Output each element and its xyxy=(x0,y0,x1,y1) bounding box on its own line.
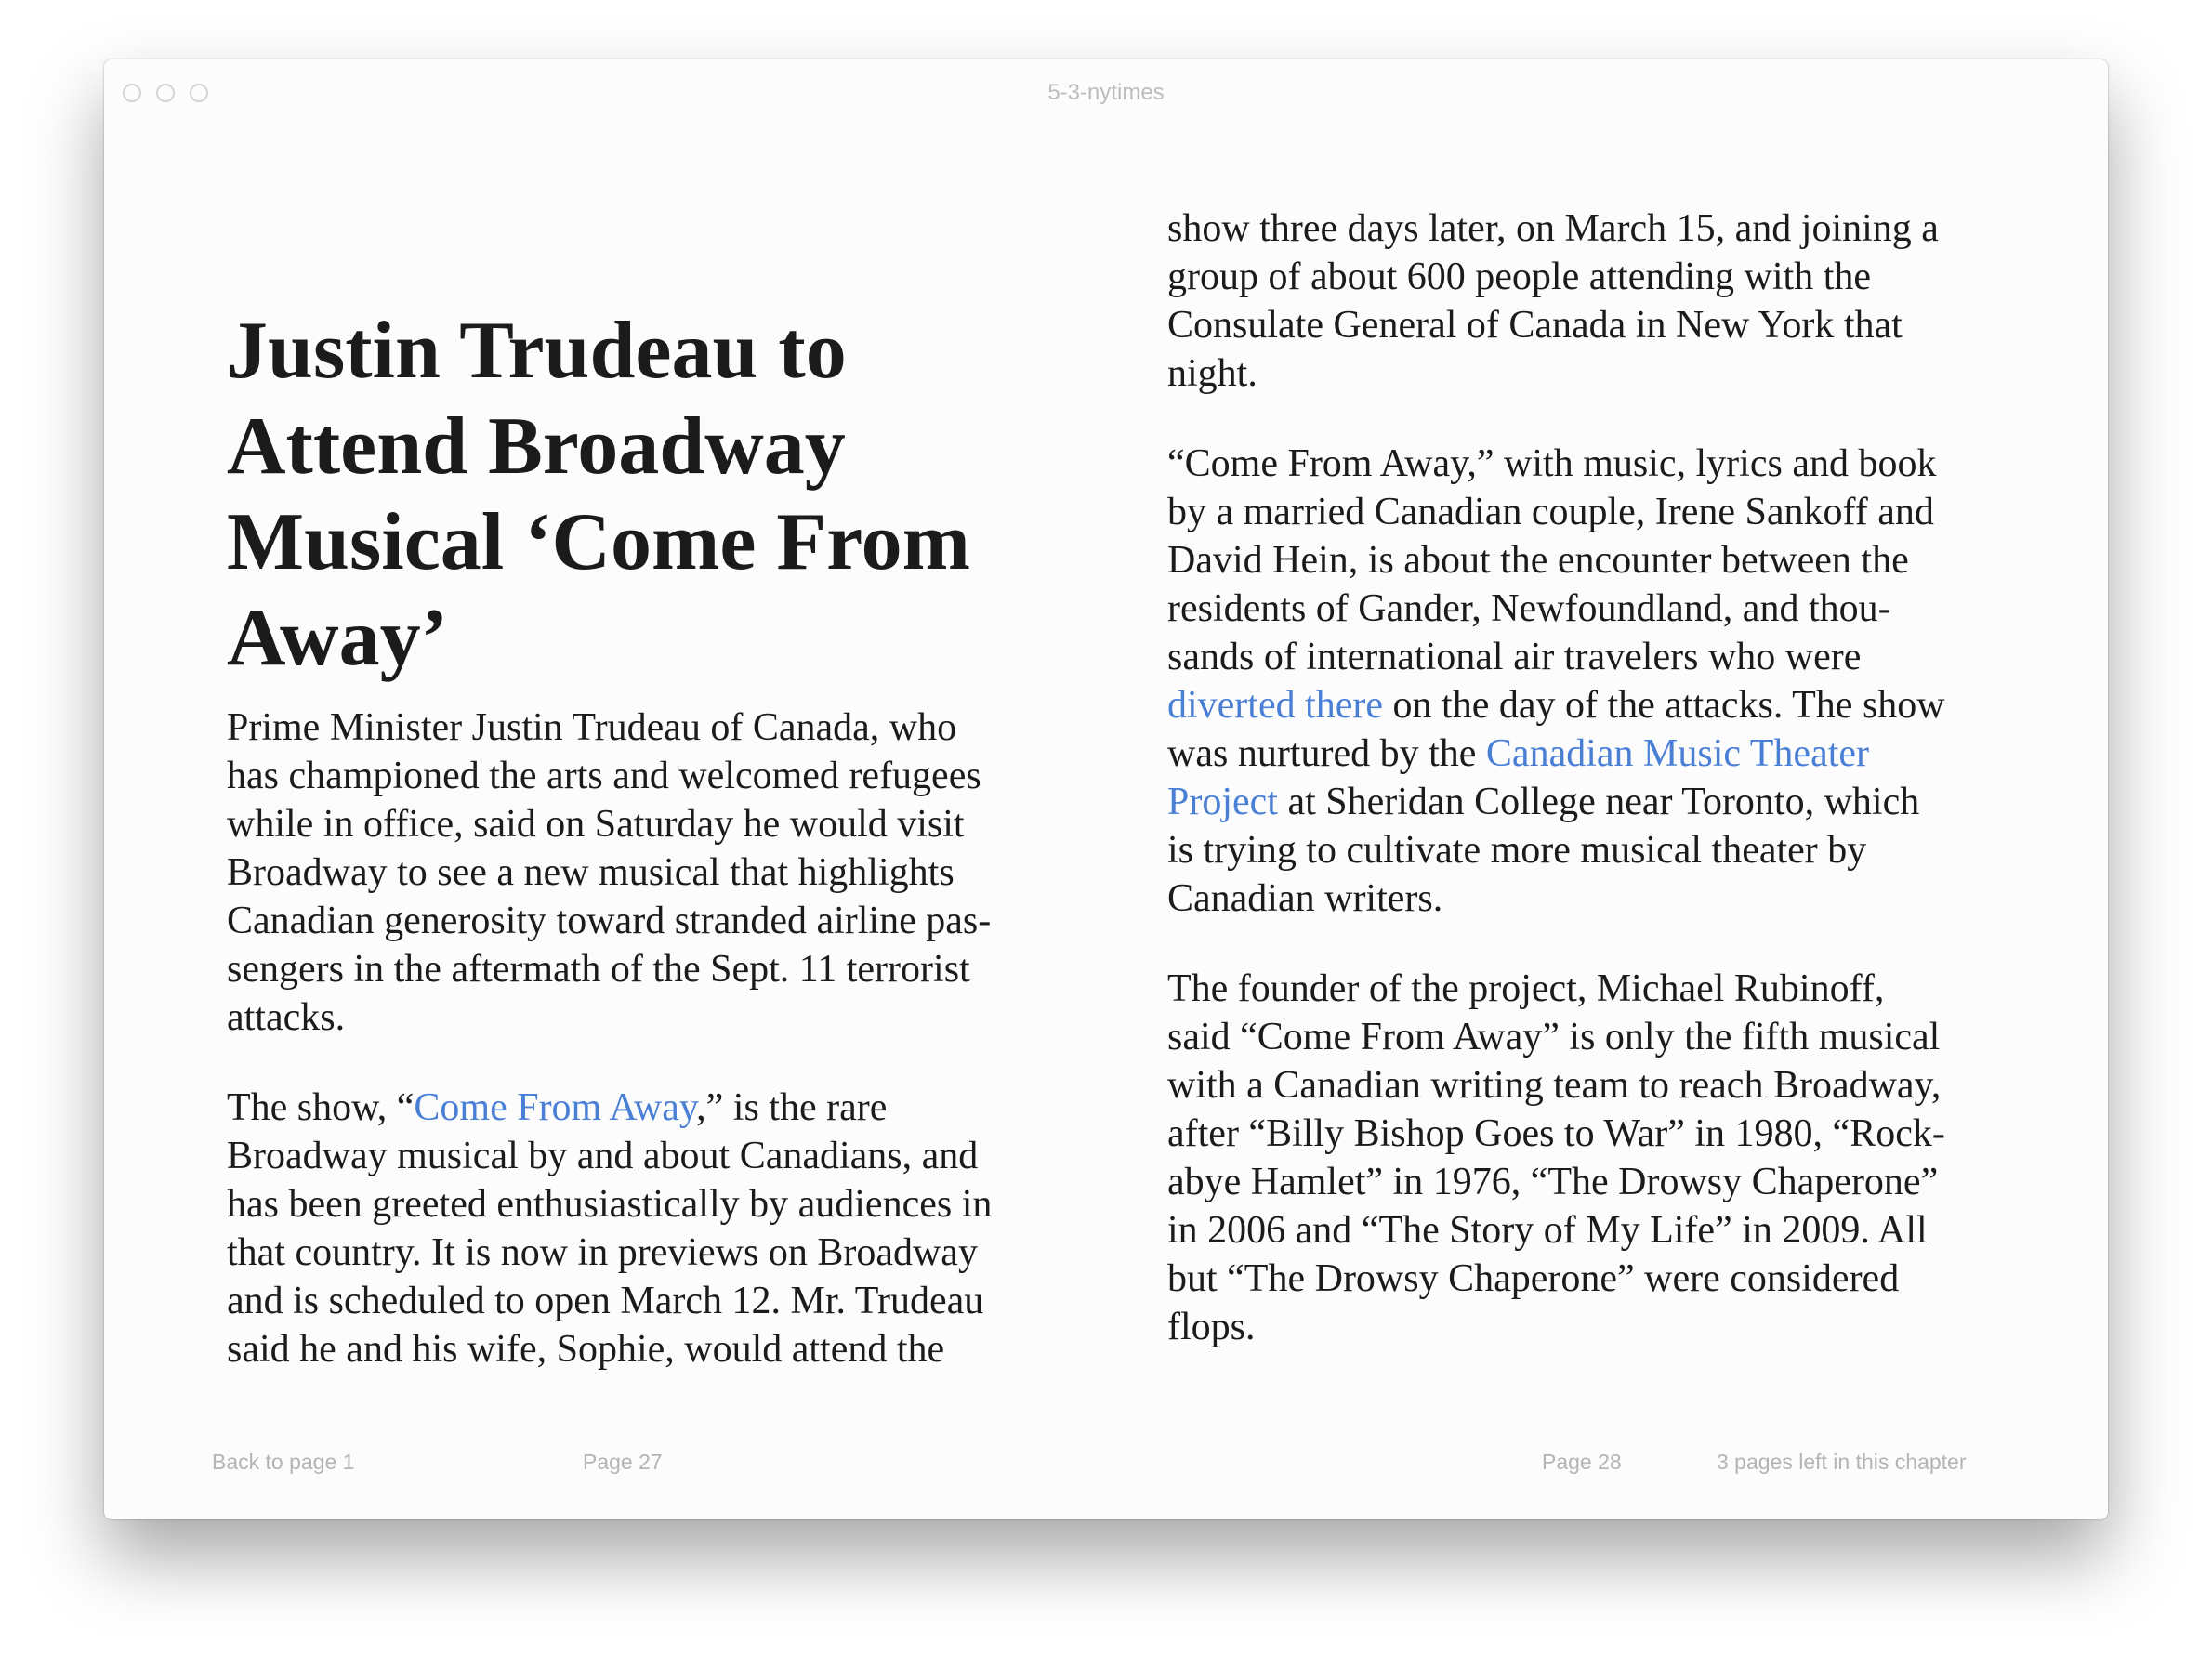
text-line xyxy=(227,1229,992,1277)
text-line xyxy=(227,993,992,1042)
text-segment: show three days later, on March 15, and joining a xyxy=(1167,207,1939,250)
text-line xyxy=(227,1277,992,1325)
paragraph xyxy=(1167,965,1945,1351)
reader-window xyxy=(104,59,2108,1519)
text-segment: said he and his wife, Sophie, would attend the xyxy=(227,1328,945,1371)
text-segment: ,” is the rare xyxy=(696,1086,888,1129)
title-line: Musical ‘Come From xyxy=(227,497,970,587)
article-link[interactable]: Come From Away xyxy=(414,1086,697,1129)
article-link[interactable]: diverted there xyxy=(1167,684,1384,727)
text-segment: after “Billy Bishop Goes to War” in 1980, “Rock- xyxy=(1167,1112,1945,1155)
text-line xyxy=(1167,1061,1945,1110)
text-line xyxy=(1167,778,1945,826)
title-line: Attend Broadway xyxy=(227,401,846,492)
left-page-column xyxy=(227,703,992,1415)
title-line: Justin Trudeau to xyxy=(227,306,847,396)
text-line xyxy=(227,752,992,800)
text-segment: sands of international air travelers who were xyxy=(1167,636,1862,678)
text-line xyxy=(227,945,992,993)
article-title xyxy=(227,303,970,686)
left-page-number: Page 27 xyxy=(583,1450,663,1474)
text-segment: Canadian generosity toward stranded airline pas- xyxy=(227,900,992,942)
text-segment: but “The Drowsy Chaperone” were considered xyxy=(1167,1257,1900,1300)
article-link[interactable]: Canadian Music Theater xyxy=(1485,732,1870,775)
text-segment: sengers in the aftermath of the Sept. 11 terrorist xyxy=(227,948,970,991)
right-page-number: Page 28 xyxy=(1542,1450,1622,1474)
text-segment: Canadian writers. xyxy=(1167,877,1443,920)
text-line xyxy=(227,848,992,897)
text-line xyxy=(1167,965,1945,1013)
text-line xyxy=(1167,1110,1945,1158)
text-line xyxy=(227,1180,992,1229)
right-page-column xyxy=(1167,204,1945,1393)
paragraph xyxy=(227,703,992,1042)
text-segment: flops. xyxy=(1167,1306,1256,1348)
paragraph xyxy=(227,1084,992,1373)
text-segment: night. xyxy=(1167,352,1257,395)
text-line xyxy=(1167,349,1945,398)
text-line xyxy=(227,1325,992,1373)
text-line xyxy=(1167,488,1945,536)
paragraph xyxy=(1167,204,1945,398)
article-link[interactable]: Project xyxy=(1167,781,1278,823)
text-line xyxy=(1167,1158,1945,1206)
text-line xyxy=(227,897,992,945)
text-segment: and is scheduled to open March 12. Mr. Trudeau xyxy=(227,1280,984,1322)
text-segment: attacks. xyxy=(227,996,346,1039)
text-line xyxy=(1167,1255,1945,1303)
text-segment: while in office, said on Saturday he would visit xyxy=(227,803,965,846)
text-line xyxy=(1167,633,1945,681)
text-segment: abye Hamlet” in 1976, “The Drowsy Chaperone” xyxy=(1167,1161,1939,1203)
text-line xyxy=(1167,1206,1945,1255)
text-line xyxy=(1167,204,1945,253)
text-segment: with a Canadian writing team to reach Broadway, xyxy=(1167,1064,1942,1107)
text-line xyxy=(1167,1303,1945,1351)
text-segment: by a married Canadian couple, Irene Sankoff and xyxy=(1167,491,1934,533)
text-segment: is trying to cultivate more musical theater by xyxy=(1167,829,1867,872)
text-line xyxy=(1167,729,1945,778)
text-segment: on the day of the attacks. The show xyxy=(1383,684,1945,727)
text-line xyxy=(1167,681,1945,729)
text-segment: The founder of the project, Michael Rubinoff, xyxy=(1167,967,1885,1010)
text-segment: residents of Gander, Newfoundland, and thou- xyxy=(1167,587,1891,630)
text-line xyxy=(227,800,992,848)
text-segment: Consulate General of Canada in New York that xyxy=(1167,304,1903,347)
text-line xyxy=(227,1132,992,1180)
text-segment: Broadway musical by and about Canadians, and xyxy=(227,1135,979,1177)
text-segment: was nurtured by the xyxy=(1167,732,1486,775)
text-line xyxy=(1167,253,1945,301)
text-line xyxy=(227,1084,992,1132)
text-segment: that country. It is now in previews on Broadway xyxy=(227,1231,978,1274)
pages-left-indicator: 3 pages left in this chapter xyxy=(1717,1450,1967,1474)
back-to-page-link[interactable]: Back to page 1 xyxy=(212,1450,355,1474)
text-line xyxy=(227,703,992,752)
text-segment: at Sheridan College near Toronto, which xyxy=(1277,781,1920,823)
text-segment: David Hein, is about the encounter between the xyxy=(1167,539,1909,582)
text-line xyxy=(1167,585,1945,633)
window-title: 5-3-nytimes xyxy=(1047,80,1165,105)
text-segment: in 2006 and “The Story of My Life” in 2009. All xyxy=(1167,1209,1928,1252)
paragraph xyxy=(1167,440,1945,923)
text-line xyxy=(1167,826,1945,874)
text-segment: has championed the arts and welcomed refugees xyxy=(227,755,981,797)
title-line: Away’ xyxy=(227,593,448,683)
text-segment: group of about 600 people attending with the xyxy=(1167,256,1872,298)
text-line xyxy=(1167,301,1945,349)
text-segment: Prime Minister Justin Trudeau of Canada, who xyxy=(227,706,957,749)
text-segment: said “Come From Away” is only the fifth musical xyxy=(1167,1016,1941,1058)
text-segment: “Come From Away,” with music, lyrics and book xyxy=(1167,442,1937,485)
text-line xyxy=(1167,1013,1945,1061)
text-line xyxy=(1167,536,1945,585)
text-segment: The show, “ xyxy=(227,1086,415,1129)
text-line xyxy=(1167,440,1945,488)
text-segment: Broadway to see a new musical that highlights xyxy=(227,851,955,894)
text-segment: has been greeted enthusiastically by audiences in xyxy=(227,1183,993,1226)
text-line xyxy=(1167,874,1945,923)
